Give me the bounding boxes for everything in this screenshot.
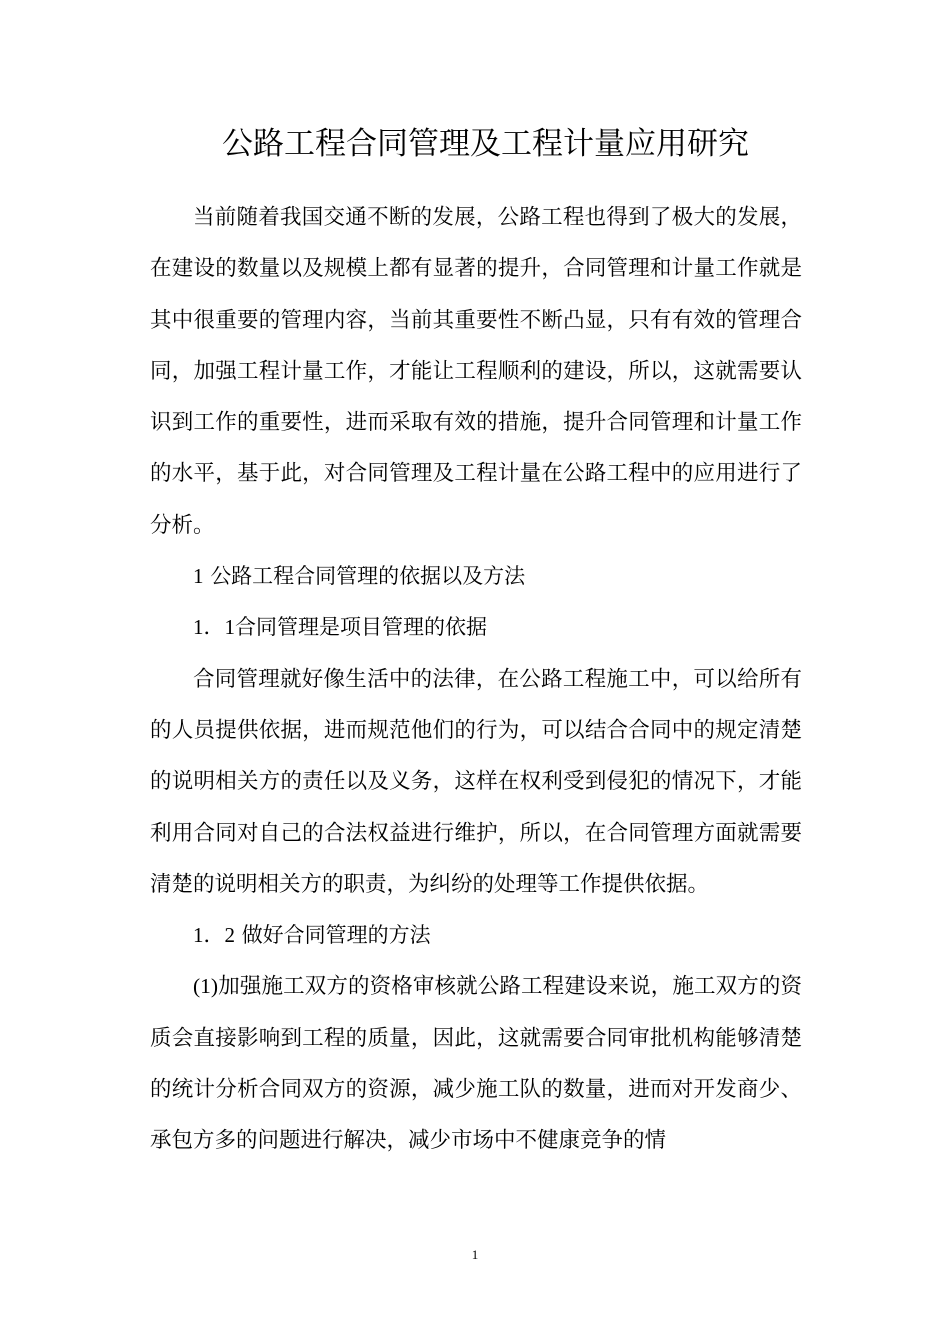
section-1-heading <box>150 551 802 602</box>
section-1-1-paragraph: 合同管理就好像生活中的法律，在公路工程施工中，可以给所有的人员提供依据，进而规范他们的行为，可以结合合同中的规定清楚的说明相关方的责任以及义务，这样在权利受到侵犯的情况下，才能利用合同对自己的合法权益进行维护，所以，在合同管理方面就需要清楚的说明相关方的职责，为纠纷的处理等工作提供依据。 <box>150 666 802 897</box>
section-1-1-title: 合同管理是项目管理的依据 <box>235 615 487 640</box>
document-body <box>150 192 802 1167</box>
section-1-2-paragraph <box>150 961 802 1166</box>
intro-paragraph: 当前随着我国交通不断的发展，公路工程也得到了极大的发展，在建设的数量以及规模上都有显著的提升，合同管理和计量工作就是其中很重要的管理内容，当前其重要性不断凸显，只有有效的管理合同，加强工程计量工作，才能让工程顺利的建设，所以，这就需要认识到工作的重要性，进而采取有效的措施，提升合同管理和计量工作的水平，基于此，对合同管理及工程计量在公路工程中的应用进行了分析。 <box>150 205 802 538</box>
section-1-2-title: 做好合同管理的方法 <box>241 923 431 948</box>
section-1-2-number: 1．2 <box>193 923 235 948</box>
section-1-title: 公路工程合同管理的依据以及方法 <box>210 564 526 589</box>
page-number: 1 <box>471 1247 479 1262</box>
section-1-2-heading <box>150 910 802 961</box>
section-1-1-heading <box>150 602 802 653</box>
section-1-2-paragraph-text: 加强施工双方的资格审核就公路工程建设来说，施工双方的资质会直接影响到工程的质量，因此，这就需要合同审批机构能够清楚的统计分析合同双方的资源，减少施工队的数量，进而对开发商少、承包方多的问题进行解决，减少市场中不健康竞争的情 <box>150 974 802 1154</box>
section-1-number: 1 <box>193 564 204 589</box>
section-1-1-number: 1．1 <box>193 615 235 640</box>
document-title: 公路工程合同管理及工程计量应用研究 <box>222 126 749 162</box>
item-marker: (1) <box>193 974 219 999</box>
